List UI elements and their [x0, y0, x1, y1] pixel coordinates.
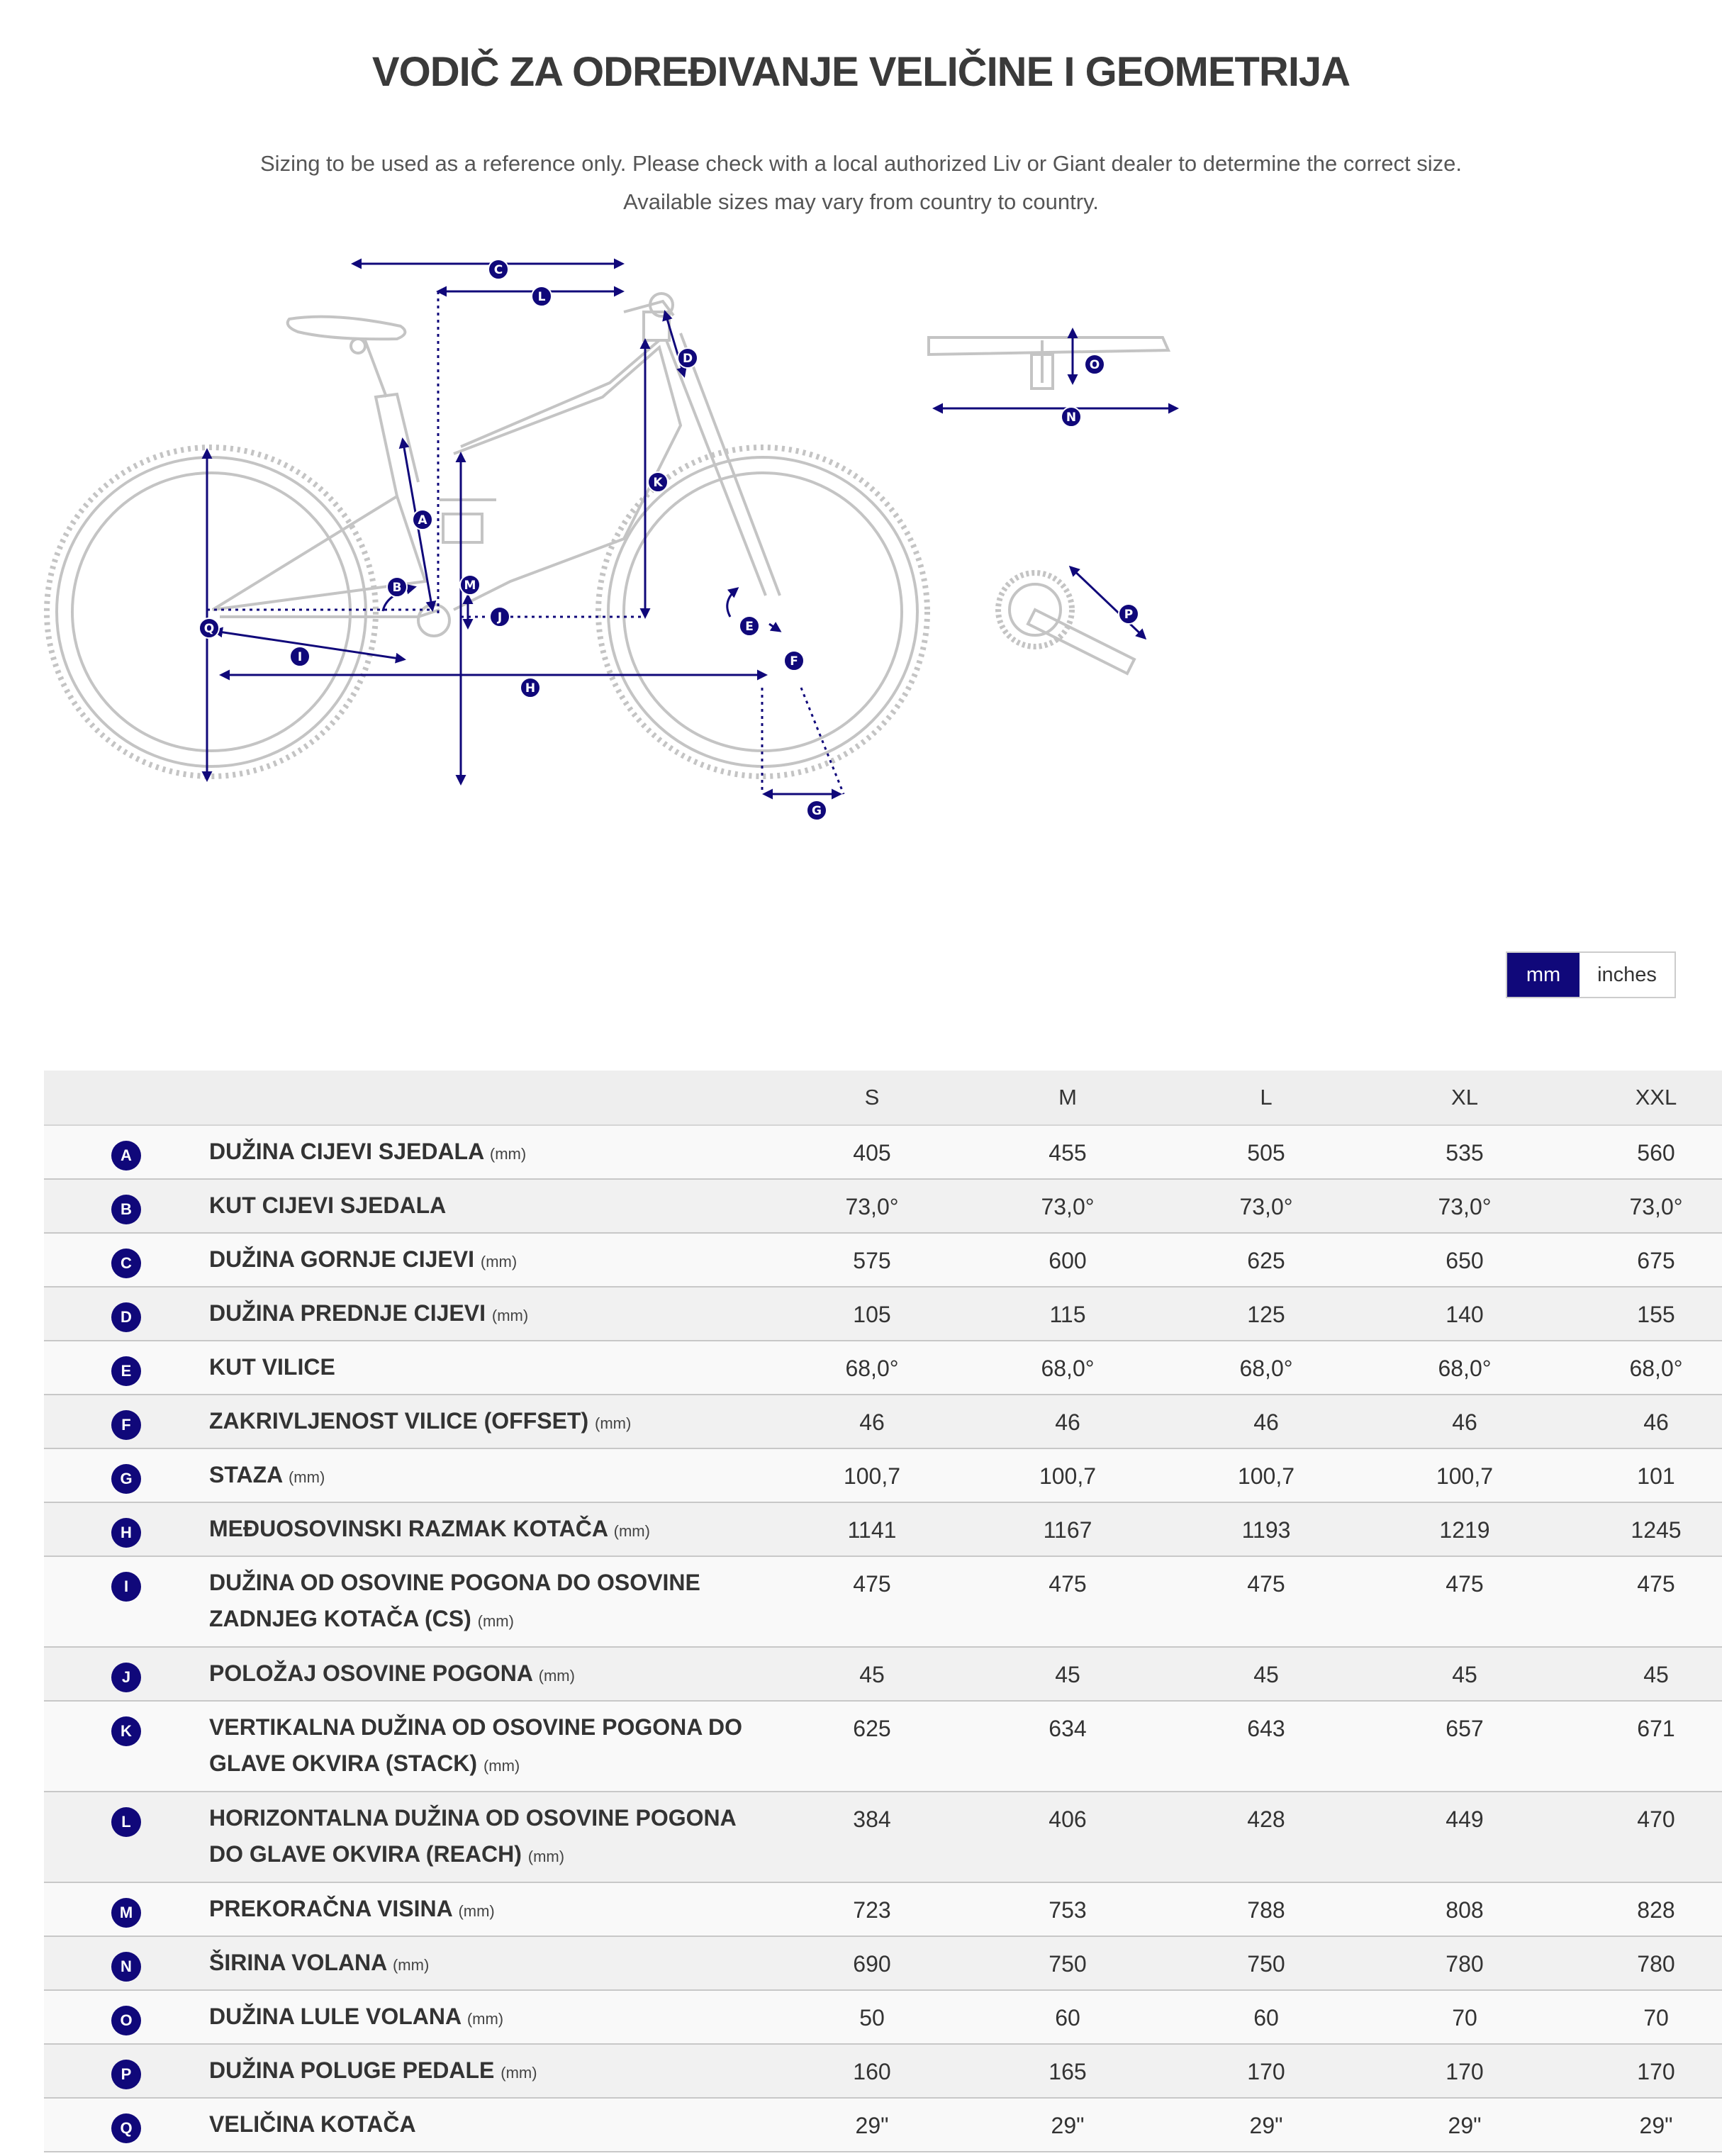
measurement-badge: A: [111, 1141, 141, 1171]
measurement-name: KUT CIJEVI SJEDALA: [209, 1192, 447, 1218]
size-value-s: 384: [776, 1792, 968, 1882]
measurement-badge: I: [111, 1572, 141, 1602]
measurement-label: [209, 1188, 775, 1224]
header-empty-label: [208, 1071, 776, 1125]
size-value-m: 165: [968, 2044, 1167, 2098]
page-title: VODIČ ZA ODREĐIVANJE VELIČINE I GEOMETRIJA: [371, 49, 1351, 95]
size-value-xl: 70: [1365, 1990, 1564, 2044]
measurement-unit: (mm): [483, 1757, 520, 1775]
diagram-badge-label: J: [497, 610, 503, 625]
row-label-cell: [208, 1882, 776, 1936]
measurement-name: STAZA: [209, 1462, 283, 1487]
row-badge-cell: [44, 1936, 208, 1990]
measurement-unit: (mm): [466, 2010, 504, 2028]
diagram-badge-label: D: [682, 352, 693, 366]
size-value-xxl: 780: [1564, 1936, 1722, 1990]
table-row: [44, 1287, 1722, 1341]
unit-inches-button[interactable]: inches: [1580, 953, 1675, 997]
measurement-name: DUŽINA GORNJE CIJEVI: [209, 1246, 474, 1272]
row-label-cell: [208, 1647, 776, 1701]
row-badge-cell: [44, 1647, 208, 1701]
measurement-badge: C: [111, 1249, 141, 1278]
geometry-table-body: [44, 1125, 1722, 2152]
table-row: [44, 1990, 1722, 2044]
size-value-xxl: 475: [1564, 1556, 1722, 1647]
diagram-badge-i: [290, 647, 310, 666]
table-row: [44, 1647, 1722, 1701]
measurement-unit: (mm): [392, 1956, 430, 1974]
measurement-name: VERTIKALNA DUŽINA OD OSOVINE POGONA DO GLAVE OKVIRA (STACK): [209, 1714, 743, 1776]
size-value-xl: 808: [1365, 1882, 1564, 1936]
size-value-s: 160: [776, 2044, 968, 2098]
size-value-l: 125: [1167, 1287, 1365, 1341]
size-value-xxl: 29": [1564, 2098, 1722, 2152]
size-value-m: 406: [968, 1792, 1167, 1882]
diagram-badge-b: [387, 577, 407, 597]
table-row: [44, 1882, 1722, 1936]
measurement-name: DUŽINA PREDNJE CIJEVI: [209, 1300, 486, 1326]
diagram-badge-label: N: [1066, 410, 1077, 425]
size-value-m: 115: [968, 1287, 1167, 1341]
diagram-badge-label: I: [297, 650, 303, 664]
size-value-xl: 100,7: [1365, 1448, 1564, 1502]
diagram-badge-label: C: [493, 263, 503, 277]
measurement-name: ZAKRIVLJENOST VILICE (OFFSET): [209, 1408, 589, 1434]
size-header: XL: [1365, 1071, 1564, 1125]
measurement-badge: K: [111, 1716, 141, 1746]
size-value-xxl: 671: [1564, 1701, 1722, 1792]
size-value-s: 690: [776, 1936, 968, 1990]
row-badge-cell: [44, 1125, 208, 1179]
table-row: [44, 1179, 1722, 1233]
row-label-cell: [208, 2044, 776, 2098]
measurement-label: [209, 1655, 775, 1694]
measurement-badge: L: [111, 1807, 141, 1837]
diagram-badge-label: Q: [203, 622, 215, 636]
row-badge-cell: [44, 1287, 208, 1341]
row-badge-cell: [44, 1179, 208, 1233]
disclaimer-line-2: Available sizes may vary from country to country.: [623, 189, 1099, 214]
size-value-s: 475: [776, 1556, 968, 1647]
table-header-row: [44, 1071, 1722, 1125]
size-value-s: 73,0°: [776, 1179, 968, 1233]
row-badge-cell: [44, 1502, 208, 1556]
size-value-xxl: 68,0°: [1564, 1341, 1722, 1395]
measurement-label: [209, 1457, 775, 1495]
diagram-badge-d: [678, 348, 698, 368]
measurement-unit: (mm): [527, 1848, 565, 1865]
size-value-xxl: 675: [1564, 1233, 1722, 1287]
size-value-xxl: 470: [1564, 1792, 1722, 1882]
measurement-label: [209, 1709, 775, 1784]
row-label-cell: [208, 2098, 776, 2152]
measurement-label: [209, 1511, 775, 1549]
row-label-cell: [208, 1792, 776, 1882]
size-value-xl: 140: [1365, 1287, 1564, 1341]
size-value-l: 68,0°: [1167, 1341, 1365, 1395]
table-row: [44, 2044, 1722, 2098]
table-row: [44, 1502, 1722, 1556]
measurement-badge: O: [111, 2006, 141, 2035]
geometry-table: [44, 1071, 1722, 2152]
size-header: S: [776, 1071, 968, 1125]
row-badge-cell: [44, 1701, 208, 1792]
row-label-cell: [208, 1179, 776, 1233]
size-value-xl: 657: [1365, 1701, 1564, 1792]
unit-toggle: [1506, 951, 1676, 998]
row-label-cell: [208, 1502, 776, 1556]
size-value-xl: 449: [1365, 1792, 1564, 1882]
measurement-badge: B: [111, 1195, 141, 1224]
measurement-badge: M: [111, 1898, 141, 1928]
size-value-xl: 29": [1365, 2098, 1564, 2152]
diagram-badge-label: O: [1089, 358, 1100, 372]
size-value-s: 105: [776, 1287, 968, 1341]
size-value-m: 600: [968, 1233, 1167, 1287]
row-badge-cell: [44, 1448, 208, 1502]
size-value-m: 750: [968, 1936, 1167, 1990]
row-label-cell: [208, 1990, 776, 2044]
measurement-unit: (mm): [477, 1612, 514, 1630]
size-value-xxl: 45: [1564, 1647, 1722, 1701]
size-value-xxl: 46: [1564, 1395, 1722, 1448]
measurement-label: [209, 1241, 775, 1280]
diagram-badge-label: G: [812, 804, 822, 818]
diagram-badge-n: [1061, 407, 1081, 427]
diagram-badge-label: P: [1124, 608, 1134, 622]
header-empty: [44, 1071, 208, 1125]
measurement-name: MEĐUOSOVINSKI RAZMAK KOTAČA: [209, 1516, 608, 1541]
size-value-l: 643: [1167, 1701, 1365, 1792]
size-value-s: 50: [776, 1990, 968, 2044]
row-badge-cell: [44, 2044, 208, 2098]
size-value-l: 788: [1167, 1882, 1365, 1936]
measurement-unit: (mm): [489, 1145, 527, 1163]
table-row: [44, 1233, 1722, 1287]
bike-illustration: [47, 294, 1168, 776]
size-value-s: 29": [776, 2098, 968, 2152]
measurement-unit: (mm): [491, 1307, 529, 1324]
size-value-s: 68,0°: [776, 1341, 968, 1395]
row-label-cell: [208, 1125, 776, 1179]
measurement-badge: N: [111, 1952, 141, 1982]
row-badge-cell: [44, 1882, 208, 1936]
diagram-badge-j: [490, 607, 510, 627]
measurement-unit: (mm): [288, 1468, 325, 1486]
table-row: [44, 1936, 1722, 1990]
row-badge-cell: [44, 1233, 208, 1287]
size-value-s: 1141: [776, 1502, 968, 1556]
diagram-badge-g: [807, 800, 827, 820]
measurement-badge: J: [111, 1663, 141, 1692]
size-value-l: 1193: [1167, 1502, 1365, 1556]
size-value-l: 428: [1167, 1792, 1365, 1882]
measurement-label: [209, 2052, 775, 2091]
measurement-unit: (mm): [538, 1667, 575, 1685]
size-value-xl: 535: [1365, 1125, 1564, 1179]
table-row: [44, 1448, 1722, 1502]
measurement-badge: F: [111, 1410, 141, 1440]
size-value-l: 100,7: [1167, 1448, 1365, 1502]
size-value-s: 405: [776, 1125, 968, 1179]
row-badge-cell: [44, 1792, 208, 1882]
row-badge-cell: [44, 1395, 208, 1448]
measurement-label: [209, 1295, 775, 1334]
diagram-badge-label: B: [392, 581, 402, 595]
size-value-s: 100,7: [776, 1448, 968, 1502]
diagram-badge-k: [648, 472, 668, 492]
size-value-xl: 1219: [1365, 1502, 1564, 1556]
measurement-name: DUŽINA CIJEVI SJEDALA: [209, 1139, 484, 1164]
diagram-badge-e: [739, 616, 759, 636]
measurement-badge: Q: [111, 2113, 141, 2143]
table-row: [44, 2098, 1722, 2152]
diagram-badge-label: M: [464, 579, 476, 593]
row-label-cell: [208, 1556, 776, 1647]
size-value-m: 100,7: [968, 1448, 1167, 1502]
disclaimer-line-1: Sizing to be used as a reference only. Please check with a local authorized Liv or Giant dealer to determine the correct size.: [260, 151, 1462, 176]
diagram-badge-p: [1119, 604, 1139, 624]
size-value-m: 753: [968, 1882, 1167, 1936]
row-label-cell: [208, 1936, 776, 1990]
size-value-l: 45: [1167, 1647, 1365, 1701]
size-header: XXL: [1564, 1071, 1722, 1125]
row-label-cell: [208, 1341, 776, 1395]
measurement-label: [209, 1403, 775, 1441]
measurement-label: [209, 1134, 775, 1172]
size-value-xxl: 101: [1564, 1448, 1722, 1502]
size-value-s: 723: [776, 1882, 968, 1936]
size-value-m: 73,0°: [968, 1179, 1167, 1233]
geometry-diagram: [0, 234, 1205, 844]
measurement-name: KUT VILICE: [209, 1354, 335, 1380]
diagram-badge-q: [199, 618, 219, 638]
size-value-s: 575: [776, 1233, 968, 1287]
diagram-badge-l: [532, 286, 552, 306]
size-value-xl: 73,0°: [1365, 1179, 1564, 1233]
size-value-xl: 68,0°: [1365, 1341, 1564, 1395]
size-value-m: 46: [968, 1395, 1167, 1448]
size-value-l: 60: [1167, 1990, 1365, 2044]
row-badge-cell: [44, 1990, 208, 2044]
size-value-l: 46: [1167, 1395, 1365, 1448]
measurement-label: [209, 1999, 775, 2037]
row-label-cell: [208, 1395, 776, 1448]
diagram-badge-f: [784, 651, 804, 671]
row-label-cell: [208, 1233, 776, 1287]
measurement-badge: H: [111, 1518, 141, 1548]
size-value-xxl: 73,0°: [1564, 1179, 1722, 1233]
measurement-unit: (mm): [480, 1253, 518, 1270]
size-value-m: 1167: [968, 1502, 1167, 1556]
size-value-xxl: 170: [1564, 2044, 1722, 2098]
measurement-label: [209, 1800, 775, 1875]
table-row: [44, 1792, 1722, 1882]
size-value-m: 29": [968, 2098, 1167, 2152]
measurement-label: [209, 1891, 775, 1929]
table-row: [44, 1701, 1722, 1792]
size-value-xxl: 155: [1564, 1287, 1722, 1341]
size-value-m: 455: [968, 1125, 1167, 1179]
measurement-name: PREKORAČNA VISINA: [209, 1896, 452, 1921]
size-value-xl: 46: [1365, 1395, 1564, 1448]
diagram-badge-m: [460, 575, 480, 595]
measurement-name: DUŽINA LULE VOLANA: [209, 2004, 461, 2029]
size-value-xl: 475: [1365, 1556, 1564, 1647]
size-header: M: [968, 1071, 1167, 1125]
measurement-unit: (mm): [595, 1414, 632, 1432]
measurement-badge: G: [111, 1464, 141, 1494]
measurement-label: [209, 2106, 775, 2143]
diagram-badge-label: E: [745, 620, 754, 634]
measurement-label: [209, 1945, 775, 1983]
size-value-l: 73,0°: [1167, 1179, 1365, 1233]
diagram-badge-a: [413, 510, 432, 530]
size-value-xl: 170: [1365, 2044, 1564, 2098]
diagram-badge-label: F: [790, 654, 798, 669]
row-label-cell: [208, 1701, 776, 1792]
size-value-l: 170: [1167, 2044, 1365, 2098]
size-value-s: 45: [776, 1647, 968, 1701]
row-badge-cell: [44, 1341, 208, 1395]
diagram-badge-o: [1085, 354, 1105, 374]
diagram-badge-h: [520, 678, 540, 698]
size-value-xl: 780: [1365, 1936, 1564, 1990]
row-badge-cell: [44, 1556, 208, 1647]
size-value-xxl: 828: [1564, 1882, 1722, 1936]
measurement-badge: E: [111, 1356, 141, 1386]
measurement-unit: (mm): [501, 2064, 537, 2082]
size-value-m: 634: [968, 1701, 1167, 1792]
size-value-xxl: 70: [1564, 1990, 1722, 2044]
measurement-name: DUŽINA POLUGE PEDALE: [209, 2057, 495, 2083]
size-value-l: 625: [1167, 1233, 1365, 1287]
size-value-l: 505: [1167, 1125, 1365, 1179]
measurement-name: DUŽINA OD OSOVINE POGONA DO OSOVINE ZADNJEG KOTAČA (CS): [209, 1570, 700, 1631]
measurement-label: [209, 1349, 775, 1385]
unit-mm-button[interactable]: mm: [1507, 953, 1580, 997]
diagram-badge-label: L: [537, 290, 546, 304]
size-value-l: 475: [1167, 1556, 1365, 1647]
measurement-name: VELIČINA KOTAČA: [209, 2111, 416, 2137]
size-value-m: 45: [968, 1647, 1167, 1701]
size-value-xxl: 560: [1564, 1125, 1722, 1179]
measurement-label: [209, 1565, 775, 1639]
sizing-disclaimer: [0, 145, 1722, 221]
size-value-m: 60: [968, 1990, 1167, 2044]
diagram-badge-label: H: [525, 681, 536, 696]
size-header: L: [1167, 1071, 1365, 1125]
size-value-s: 46: [776, 1395, 968, 1448]
table-row: [44, 1341, 1722, 1395]
diagram-badge-label: K: [653, 476, 663, 490]
table-row: [44, 1395, 1722, 1448]
measurement-name: POLOŽAJ OSOVINE POGONA: [209, 1660, 532, 1686]
size-value-l: 29": [1167, 2098, 1365, 2152]
measurement-badge: D: [111, 1302, 141, 1332]
size-value-m: 475: [968, 1556, 1167, 1647]
row-label-cell: [208, 1287, 776, 1341]
table-row: [44, 1125, 1722, 1179]
measurement-name: HORIZONTALNA DUŽINA OD OSOVINE POGONA DO GLAVE OKVIRA (REACH): [209, 1805, 736, 1867]
measurement-unit: (mm): [458, 1902, 495, 1920]
size-value-l: 750: [1167, 1936, 1365, 1990]
diagram-badge-c: [488, 259, 508, 279]
size-value-m: 68,0°: [968, 1341, 1167, 1395]
table-row: [44, 1556, 1722, 1647]
row-label-cell: [208, 1448, 776, 1502]
size-value-xxl: 1245: [1564, 1502, 1722, 1556]
diagram-badge-label: A: [418, 513, 427, 527]
size-value-s: 625: [776, 1701, 968, 1792]
size-value-xl: 45: [1365, 1647, 1564, 1701]
size-value-xl: 650: [1365, 1233, 1564, 1287]
measurement-badge: P: [111, 2060, 141, 2089]
row-badge-cell: [44, 2098, 208, 2152]
measurement-unit: (mm): [613, 1522, 650, 1540]
measurement-name: ŠIRINA VOLANA: [209, 1950, 387, 1975]
